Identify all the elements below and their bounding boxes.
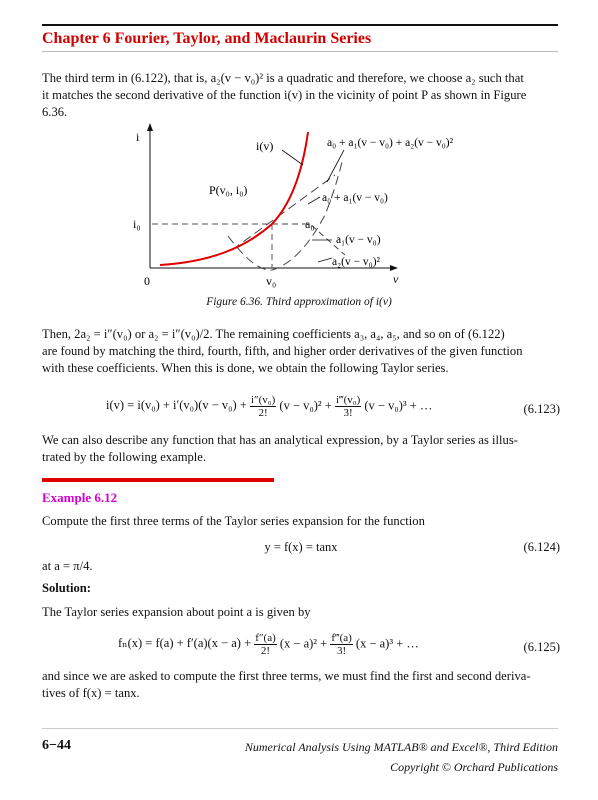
eq124-number: (6.124) — [523, 540, 560, 554]
para1-line3: 6.36. — [42, 105, 68, 119]
eq125-lhs: fₙ(x) = f(a) + f′(a)(x − a) + — [118, 636, 252, 651]
eq125-number: (6.125) — [523, 640, 560, 654]
para2-line2: are found by matching the third, fourth, fifth, and higher order derivatives of the given function — [42, 344, 523, 358]
para3-line2: trated by the following example. — [42, 450, 207, 464]
leader-quadratic-term — [318, 258, 332, 262]
linear-approx-line — [232, 175, 335, 250]
para2-line3: with these coefficients. When this is done, we obtain the following Taylor series. — [42, 361, 449, 375]
a0-label: a₀ — [305, 217, 315, 231]
curve-label: i(v) — [256, 139, 274, 153]
example-statement: Compute the first three terms of the Taylor series expansion for the function — [42, 514, 425, 528]
eq123-frac1: $\frac{\text{i″(v₀)}}{2!}$ — [250, 394, 276, 419]
example-title: Example 6.12 — [42, 490, 118, 505]
paragraph-3 — [42, 432, 560, 466]
y-axis-arrow — [147, 123, 153, 131]
para1-line2: it matches the second derivative of the function i(v) in the vicinity of point P as shown in Figure — [42, 88, 527, 102]
quadratic-full-label: a₀ + a₁(v − v₀) + a₂(v − v₀)² — [327, 137, 454, 149]
eq125-frac1: $\frac{f''(a)}{2!}$ — [255, 632, 276, 657]
solution-label: Solution: — [42, 581, 91, 595]
eq125-frac2: $\frac{f‴(a)}{3!}$ — [331, 632, 352, 657]
equation-6-123 — [42, 394, 560, 419]
paragraph-4 — [42, 668, 560, 702]
equation-6-124: y = f(x) = tanx — [264, 540, 338, 554]
eq123-mid: (v − v₀)² + — [279, 398, 332, 413]
eq125-mid: (x − a)² + — [279, 636, 328, 651]
figure-caption: Figure 6.36. Third approximation of i(v) — [206, 296, 392, 308]
y-axis-label: i — [136, 130, 140, 144]
v0-label: v₀ — [266, 274, 277, 288]
x-axis-label: v — [393, 272, 399, 286]
quadratic-term-label: a₂(v − v₀)² — [332, 256, 380, 268]
para4-line2: tives of f(x) = tanx. — [42, 686, 140, 700]
chapter-title: Chapter 6 Fourier, Taylor, and Maclaurin Series — [42, 30, 372, 47]
at-line: at a = π/4. — [42, 559, 93, 573]
x-axis-arrow — [390, 265, 398, 271]
book-title: Numerical Analysis Using MATLAB® and Excel®, Third Edition — [244, 740, 558, 754]
origin-label: 0 — [144, 274, 150, 288]
copyright: Copyright © Orchard Publications — [390, 760, 558, 774]
equation-6-125 — [42, 632, 560, 657]
footer-rule — [42, 728, 558, 729]
leader-linear — [308, 197, 320, 204]
eq123-tail: (v − v₀)³ + … — [364, 398, 433, 413]
leader-curve — [282, 150, 303, 165]
example-divider — [42, 478, 274, 482]
page-number: 6−44 — [42, 738, 71, 753]
para3-line1: We can also describe any function that has an analytical expression, by a Taylor series as illus- — [42, 433, 518, 447]
paragraph-2 — [42, 326, 560, 377]
eq123-frac2: $\frac{\text{i‴(v₀)}}{3!}$ — [335, 394, 361, 419]
eq123-number: (6.123) — [523, 402, 560, 416]
para2-line1: Then, 2a₂ = i″(v₀) or a₂ = i″(v₀)/2. The remaining coefficients a₃, a₄, a₅, and so on of (6.122) — [42, 327, 505, 341]
linear-term-label: a₁(v − v₀) — [336, 234, 381, 246]
para1-line1: The third term in (6.122), that is, a₂(v − v₀)² is a quadratic and therefore, we choose a₂ such that — [42, 71, 524, 85]
point-label: P(v₀, i₀) — [209, 183, 248, 197]
function-curve — [160, 132, 308, 265]
eq123-lhs: i(v) = i(v₀) + i′(v₀)(v − v₀) + — [106, 398, 247, 413]
quadratic-approx-curve — [228, 162, 342, 270]
linear-full-label: a₀ + a₁(v − v₀) — [322, 192, 388, 204]
eq125-tail: (x − a)³ + … — [355, 636, 419, 651]
para4-line1: and since we are asked to compute the first three terms, we must find the first and second deriva- — [42, 669, 531, 683]
i0-label: i₀ — [133, 217, 141, 231]
taylor-line: The Taylor series expansion about point a is given by — [42, 605, 311, 619]
